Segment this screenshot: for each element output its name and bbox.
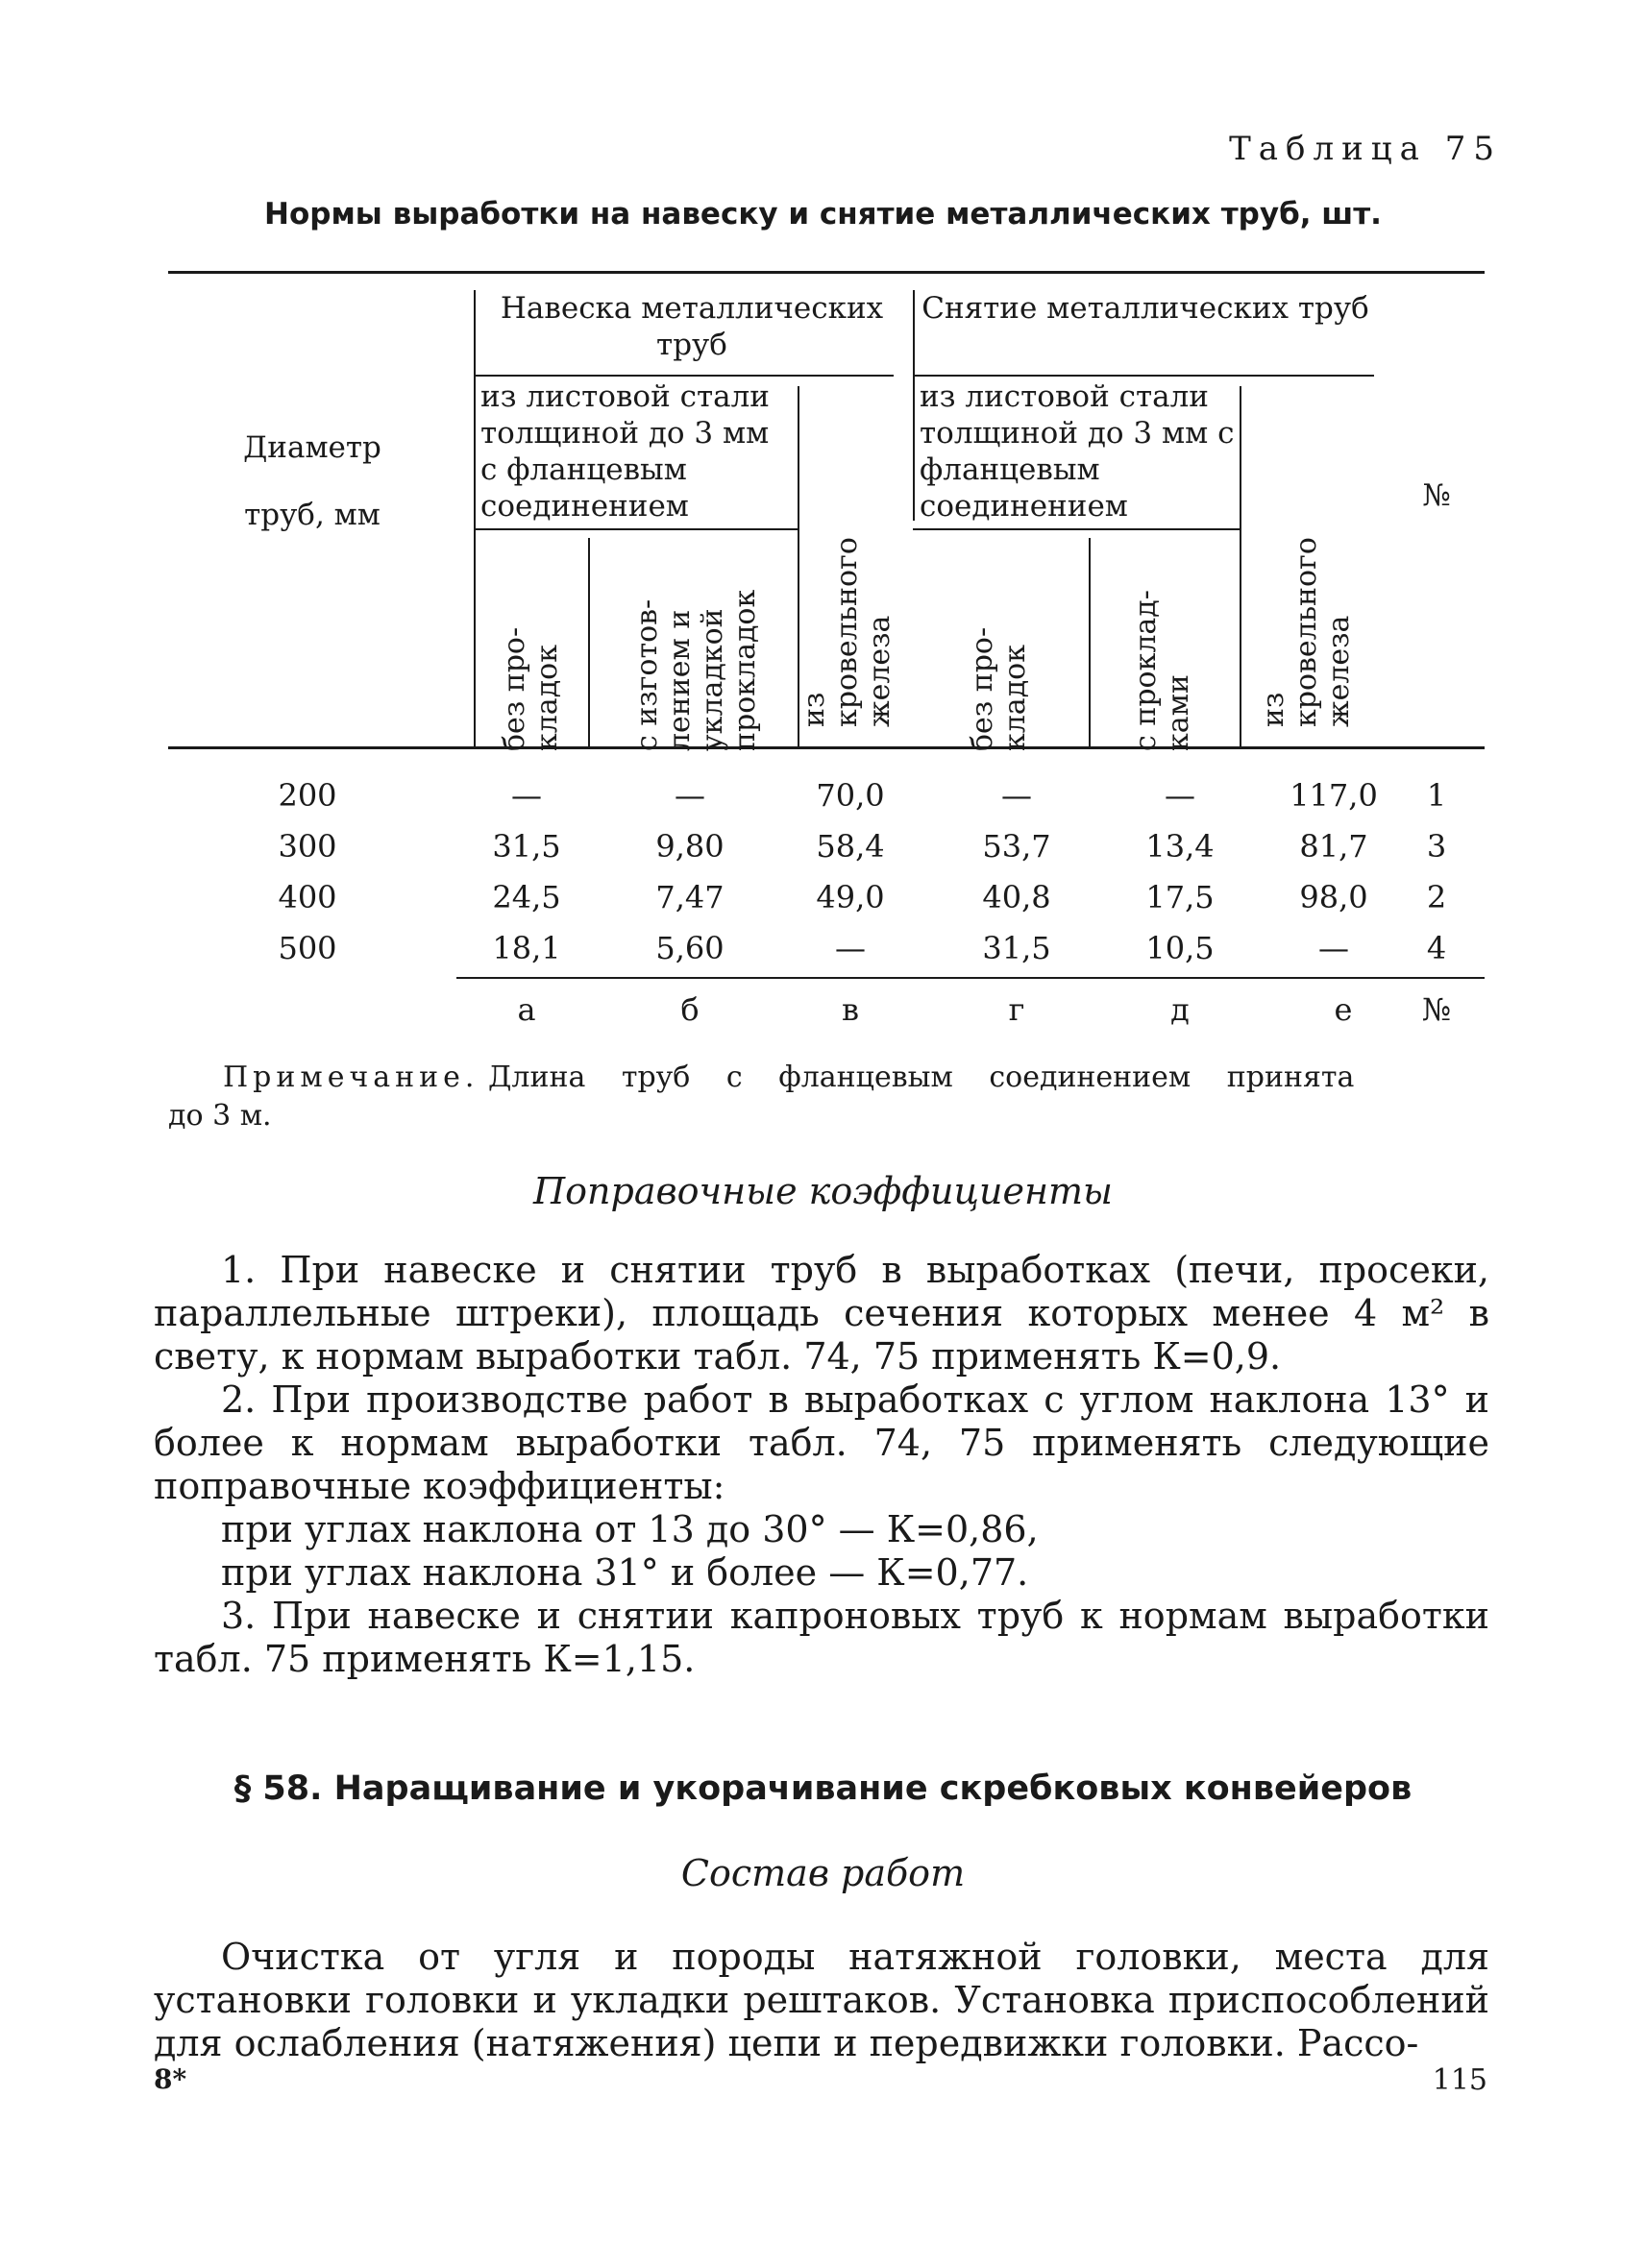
header-sheet-steel-removal: из листовой стали толщиной до 3 мм с фланцевым соединением [920,379,1235,524]
note-continuation: до 3 м. [168,1099,272,1133]
coef-heading: Поправочные коэффициенты [533,1170,1113,1212]
footer-letter-e: е [1334,991,1353,1028]
header-group-hanging: Навеска металлических труб [500,291,884,362]
header-divider [588,538,590,746]
cell-g: — [1001,777,1032,814]
footer-letter-v: в [841,991,859,1028]
cell-b: 7,47 [655,879,725,915]
cell-e: 81,7 [1299,828,1368,865]
footer-letter-a: а [517,991,536,1028]
coef-list [154,1249,1489,1681]
cell-d: 17,5 [1145,879,1215,915]
header-divider [913,290,915,521]
cell-b: 5,60 [655,930,725,966]
table-title: Нормы выработки на навеску и снятие металлических труб, шт. [264,197,1382,232]
coef-item: 1. При навеске и снятии труб в выработках (печи, просеки, параллельные штреки), площадь сечения которых менее 4 м² в свету, к нормам выработки табл. 74, 75 применять К=0,9. [154,1249,1489,1378]
cell-g: 53,7 [982,828,1051,865]
cell-b: — [675,777,705,814]
cell-d: — [1165,777,1195,814]
cell-b: 9,80 [655,828,725,865]
cell-a: 31,5 [492,828,561,865]
header-group-removal: Снятие металлических труб [921,291,1369,326]
header-diameter-line1: Диаметр [243,430,381,465]
note-text: Длина труб с фланцевым соединением принята [488,1061,1355,1094]
work-paragraph [154,1936,1489,2065]
header-subrule [913,375,1374,377]
footer-letter-d: д [1170,991,1190,1028]
cell-no: 1 [1426,777,1447,814]
header-divider [1240,386,1241,746]
header-col-g: без про- кладок [966,626,1032,751]
cell-d: 13,4 [1145,828,1215,865]
cell-v: 49,0 [816,879,885,915]
work-text: Очистка от угля и породы натяжной головки, места для установки головки и укладки рештаков. Установка приспособлений для ослабления (натяжения) цепи и передвижки головки. Рассо- [154,1936,1489,2064]
cell-no: 4 [1426,930,1447,966]
cell-e: 117,0 [1290,777,1378,814]
footer-letter-b: б [680,991,700,1028]
footer-signature-mark: 8* [154,2063,187,2095]
header-col-e: из кровельного железа [1257,537,1356,727]
header-col-b: с изготов- лением и укладкой прокладок [630,589,762,751]
footer-letter-g: г [1008,991,1025,1028]
header-col-no: № [1422,478,1451,513]
cell-diameter: 400 [278,879,337,915]
cell-a: 24,5 [492,879,561,915]
norms-table [168,271,1485,1028]
work-heading: Состав работ [680,1852,966,1894]
table-top-rule [168,271,1485,274]
header-subrule [474,375,894,377]
header-diameter-line2: труб, мм [244,498,381,532]
coef-item: 3. При навеске и снятии капроновых труб к нормам выработки табл. 75 применять К=1,15. [154,1595,1489,1680]
cell-g: 40,8 [982,879,1051,915]
table-bottom-rule [456,977,1485,979]
cell-diameter: 200 [278,777,337,814]
table-note [168,1059,1491,1135]
note-lead: Примечание. [223,1061,479,1094]
cell-v: — [835,930,866,966]
footer-no: № [1421,991,1452,1028]
header-col-v: из кровельного железа [798,537,897,727]
section-title: § 58. Наращивание и укорачивание скребковых конвейеров [233,1769,1413,1808]
cell-e: — [1318,930,1349,966]
coef-item: при углах наклона от 13 до 30° — К=0,86, [221,1508,1039,1550]
coef-item: 2. При производстве работ в выработках с углом наклона 13° и более к нормам выработки табл. 74, 75 применять следующие поправочные коэффициенты: [154,1378,1489,1507]
cell-g: 31,5 [982,930,1051,966]
header-col-d: с проклад- ками [1129,590,1195,751]
table-number: Таблица 75 [1229,130,1502,168]
table-header-rule [168,746,1485,749]
cell-no: 2 [1426,879,1447,915]
header-sheet-steel-hanging: из листовой стали толщиной до 3 мм с фланцевым соединением [480,379,770,524]
cell-no: 3 [1426,828,1447,865]
header-col-a: без про- кладок [498,626,564,751]
coef-item: при углах наклона 31° и более — К=0,77. [221,1551,1029,1594]
cell-v: 58,4 [816,828,885,865]
cell-diameter: 500 [278,930,337,966]
cell-v: 70,0 [816,777,885,814]
page-number: 115 [1432,2063,1487,2097]
cell-diameter: 300 [278,828,337,865]
cell-a: 18,1 [492,930,561,966]
header-divider [474,290,476,746]
cell-d: 10,5 [1145,930,1215,966]
cell-e: 98,0 [1299,879,1368,915]
cell-a: — [511,777,542,814]
header-divider [1089,538,1091,746]
